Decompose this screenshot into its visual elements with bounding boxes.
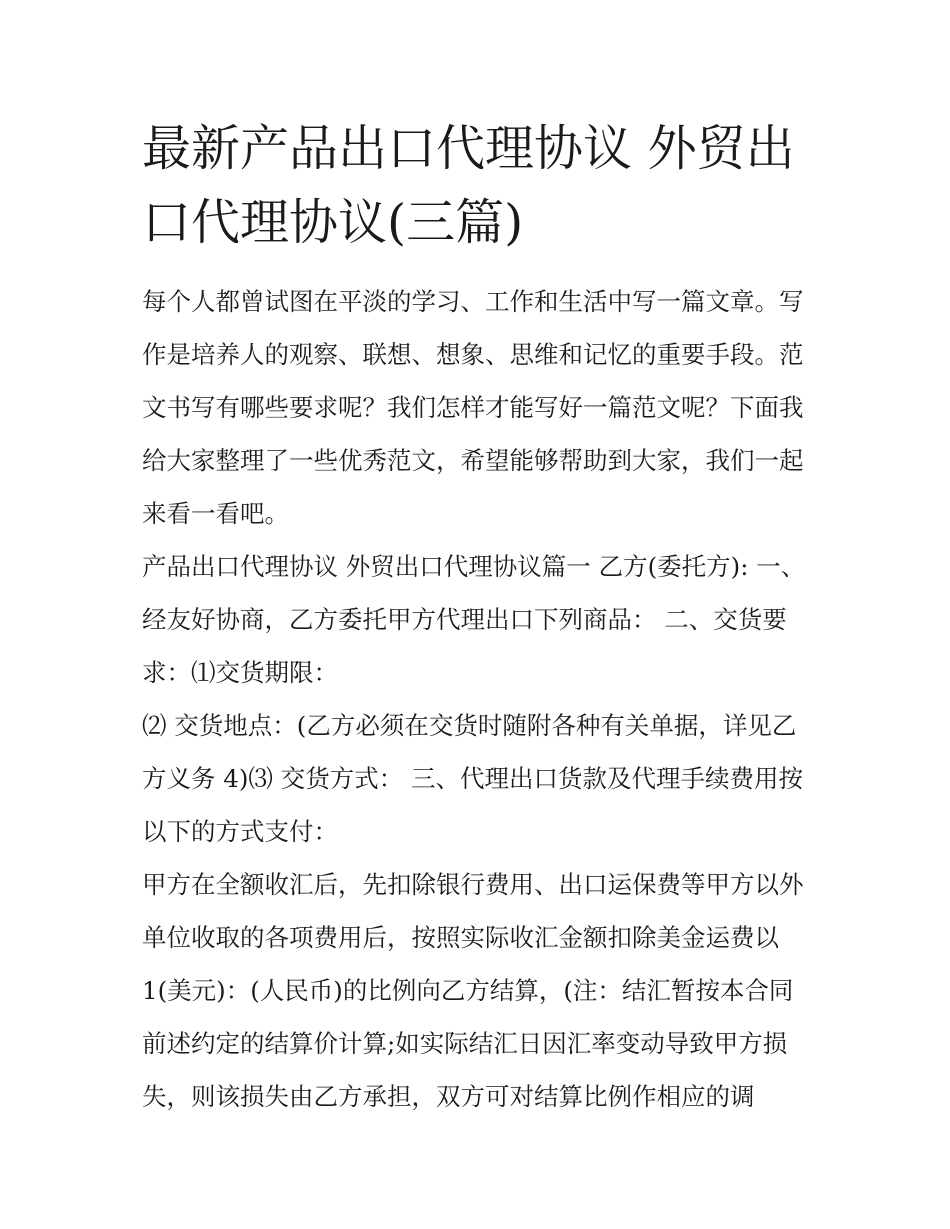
body-line: 每个人都曾试图在平淡的学习、工作和生活中写一篇文章。写 — [142, 287, 804, 316]
body-line: 失，则该损失由乙方承担，双方可对结算比例作相应的调 — [142, 1082, 755, 1111]
body-line: 求：⑴交货期限： — [142, 658, 338, 687]
body-line: 甲方在全额收汇后，先扣除银行费用、出口运保费等甲方以外 — [142, 870, 804, 899]
body-line: 来看一看吧。 — [142, 499, 289, 528]
body-line: 以下的方式支付： — [142, 817, 338, 846]
body-line: 经友好协商，乙方委托甲方代理出口下列商品： 二、交货要 — [142, 605, 787, 634]
document-body — [142, 275, 822, 1123]
title-line: 最新产品出口代理协议 外贸出 — [142, 120, 795, 177]
title-line: 口代理协议(三篇) — [142, 194, 524, 251]
body-line: ⑵ 交货地点：(乙方必须在交货时随附各种有关单据，详见乙 — [142, 711, 797, 740]
body-line: 作是培养人的观察、联想、想象、思维和记忆的重要手段。范 — [142, 340, 804, 369]
body-line: 方义务 4)⑶ 交货方式： 三、代理出口货款及代理手续费用按 — [142, 764, 804, 793]
body-line: 单位收取的各项费用后，按照实际收汇金额扣除美金运费以 — [142, 923, 779, 952]
body-line: 产品出口代理协议 外贸出口代理协议篇一 乙方(委托方): 一、 — [142, 552, 806, 581]
body-line: 前述约定的结算价计算;如实际结汇日因汇率变动导致甲方损 — [142, 1029, 788, 1058]
body-line: 给大家整理了一些优秀范文，希望能够帮助到大家，我们一起 — [142, 446, 804, 475]
body-line: 1(美元)：(人民币)的比例向乙方结算，(注：结汇暂按本合同 — [142, 976, 794, 1005]
body-line: 文书写有哪些要求呢？我们怎样才能写好一篇范文呢？下面我 — [142, 393, 804, 422]
document-title — [142, 112, 822, 260]
